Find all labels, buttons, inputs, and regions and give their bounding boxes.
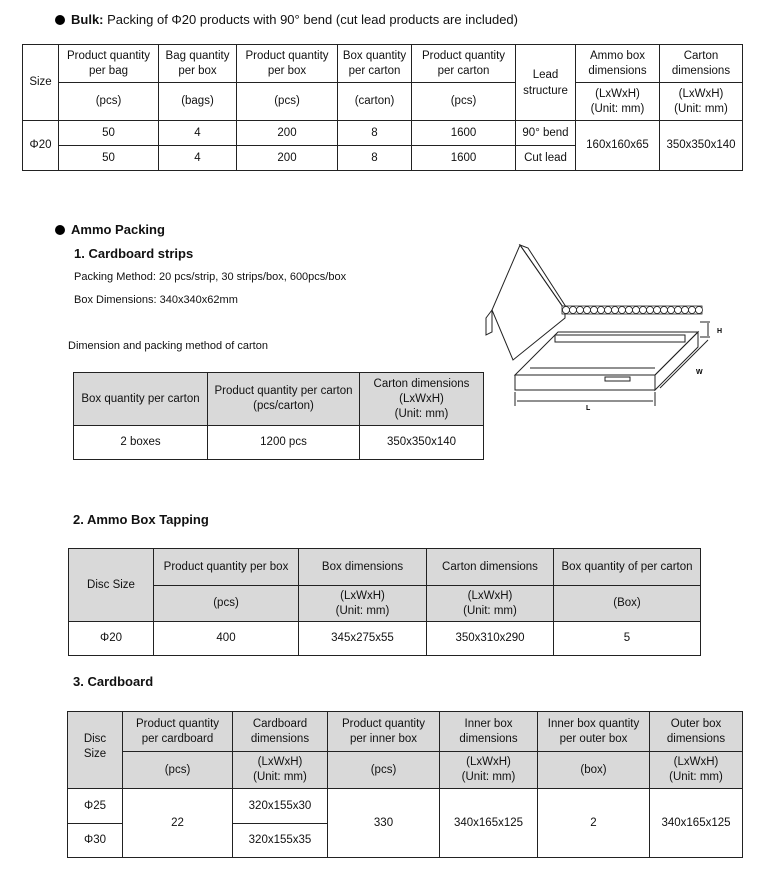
bulk-header-3 (338, 45, 412, 83)
bulk-carton-header-line2: dimensions (671, 64, 731, 77)
cardboard-header-5-line1: Outer box (670, 717, 722, 730)
dim-h-label: H (717, 328, 723, 335)
bulk-header-2 (237, 45, 338, 83)
bulk-unit-2: (pcs) (237, 83, 338, 121)
bulk-ammo-unit (576, 83, 660, 121)
bulk-carton-header-line1: Carton (683, 49, 719, 62)
tapping-cell: 350x310x290 (427, 622, 554, 656)
carton-header-1 (208, 373, 360, 426)
bulk-ammo-header (576, 45, 660, 83)
cardboard-header-1-line1: Cardboard (252, 717, 308, 730)
cardboard-unit-3-line2: (Unit: mm) (461, 771, 516, 783)
tapping-unit-1-line1: (LxWxH) (340, 589, 385, 602)
cardboard-header-4 (538, 712, 650, 752)
section1-title: 1. Cardboard strips (74, 246, 194, 261)
bulk-lead-header (516, 45, 576, 121)
bulk-ammo-header-line1: Ammo box (590, 49, 645, 62)
bulk-carton-header (660, 45, 743, 83)
cardboard-dims-cell: 320x155x35 (233, 824, 328, 858)
carton-value-1: 1200 pcs (208, 426, 360, 460)
bulk-cell: 200 (237, 121, 338, 146)
carton-value-0: 2 boxes (74, 426, 208, 460)
bullet-bulk (55, 15, 65, 25)
tapping-header-2: Carton dimensions (427, 549, 554, 586)
cardboard-header-4-line1: Inner box quantity (547, 717, 640, 730)
carton-header-2-line2: (LxWxH) (399, 392, 444, 405)
bulk-size-value: Φ20 (23, 121, 59, 171)
cardboard-table (67, 711, 743, 858)
cardboard-header-2-line2: per inner box (349, 732, 418, 745)
cardboard-header-3 (440, 712, 538, 752)
bulk-cell: 200 (237, 146, 338, 171)
cardboard-header-5-line2: dimensions (666, 732, 726, 745)
cardboard-unit-5-line2: (Unit: mm) (669, 771, 723, 783)
bulk-lead-cell: Cut lead (516, 146, 576, 171)
tapping-cell: 400 (154, 622, 299, 656)
bulk-ammo-header-line2: dimensions (588, 64, 647, 77)
ammo-box-diagram (480, 240, 730, 415)
bulk-carton-unit-line1: (LxWxH) (678, 87, 724, 100)
cardboard-unit-3-line1: (LxWxH) (466, 756, 511, 768)
tapping-unit-1 (299, 586, 427, 622)
bulk-unit-0: (pcs) (59, 83, 159, 121)
tapping-header-0: Product quantity per box (154, 549, 299, 586)
cardboard-disc-size-line1: Disc (83, 733, 107, 745)
bulk-unit-4: (pcs) (412, 83, 516, 121)
box-side-face (655, 332, 698, 390)
cardboard-disc-size-line2: Size (83, 748, 107, 760)
cardboard-dims-cell: 320x155x30 (233, 789, 328, 824)
cardboard-unit-0: (pcs) (123, 752, 233, 789)
cardboard-disc-size-header (68, 712, 123, 789)
cardboard-unit-3 (440, 752, 538, 789)
bulk-header-1 (159, 45, 237, 83)
bulk-heading-bold: Bulk: (71, 12, 104, 27)
tapping-cell: 345x275x55 (299, 622, 427, 656)
cardboard-size-cell: Φ30 (68, 824, 123, 858)
lead-strip-beads (562, 306, 703, 314)
cardboard-unit-4: (box) (538, 752, 650, 789)
box-dimensions: Box Dimensions: 340x340x62mm (74, 294, 238, 306)
table-row (74, 426, 484, 460)
section2-title: 2. Ammo Box Tapping (73, 512, 209, 527)
cardboard-header-2-line1: Product quantity (341, 717, 426, 730)
box-top-face (515, 332, 698, 375)
bulk-unit-1: (bags) (159, 83, 237, 121)
tapping-disc-size-header: Disc Size (69, 549, 154, 622)
tapping-cell: 5 (554, 622, 701, 656)
packing-method: Packing Method: 20 pcs/strip, 30 strips/box, 600pcs/box (74, 271, 347, 283)
cardboard-header-5 (650, 712, 743, 752)
box-flap (486, 310, 492, 335)
bulk-cell: 50 (59, 121, 159, 146)
table-row (23, 121, 743, 146)
section3-title: 3. Cardboard (73, 674, 154, 689)
cardboard-header-4-line2: per outer box (559, 732, 628, 745)
bulk-header-0 (59, 45, 159, 83)
ammo-heading: Ammo Packing (71, 222, 165, 237)
cardboard-header-0 (123, 712, 233, 752)
cardboard-unit-5 (650, 752, 743, 789)
tapping-header-3: Box quantity of per carton (554, 549, 701, 586)
cardboard-unit-1-line1: (LxWxH) (257, 756, 303, 768)
bulk-header-1-line2: per box (178, 64, 217, 77)
cardboard-header-3-line2: dimensions (459, 732, 518, 745)
bulk-header-0-line1: Product quantity (66, 49, 151, 62)
bulk-lead-cell: 90° bend (516, 121, 576, 146)
cardboard-header-2 (328, 712, 440, 752)
box-lid (492, 245, 565, 360)
box-front-face (515, 375, 655, 390)
tapping-cell: Φ20 (69, 622, 154, 656)
bulk-cell: 1600 (412, 146, 516, 171)
table-row (68, 789, 743, 824)
carton-value-2: 350x350x140 (360, 426, 484, 460)
table-row (69, 622, 701, 656)
carton-header-2-line3: (Unit: mm) (394, 407, 449, 420)
cardboard-qty-per-cardboard: 22 (123, 789, 233, 858)
cardboard-header-1-line2: dimensions (250, 732, 310, 745)
bulk-cell: 4 (159, 121, 237, 146)
carton-header-1-line1: Product quantity per carton (214, 385, 353, 397)
bulk-header-4-line1: Product quantity (421, 49, 506, 62)
carton-table (73, 372, 484, 460)
bulk-header-3-line2: per carton (348, 64, 401, 77)
bulk-ammo-unit-line1: (LxWxH) (595, 87, 640, 100)
bulk-lead-header-line1: Lead (532, 68, 559, 81)
bulk-cell: 8 (338, 146, 412, 171)
bulk-size-header: Size (23, 45, 59, 121)
dim-w-line (660, 340, 708, 388)
cardboard-inner-dims: 340x165x125 (440, 789, 538, 858)
bullet-ammo (55, 225, 65, 235)
bulk-header-0-line2: per bag (88, 64, 128, 77)
bulk-header-4-line2: per carton (437, 64, 490, 77)
bulk-header-2-line1: Product quantity (245, 49, 329, 62)
tapping-unit-0: (pcs) (154, 586, 299, 622)
bulk-header-1-line1: Bag quantity (165, 49, 230, 62)
tapping-unit-2-line2: (Unit: mm) (463, 604, 517, 617)
bulk-unit-3: (carton) (338, 83, 412, 121)
bulk-carton-unit (660, 83, 743, 121)
bulk-cell: 4 (159, 146, 237, 171)
cardboard-header-1 (233, 712, 328, 752)
bulk-header-4 (412, 45, 516, 83)
carton-header-2 (360, 373, 484, 426)
bulk-heading (71, 12, 518, 27)
bulk-carton-unit-line2: (Unit: mm) (674, 102, 728, 115)
cardboard-qty-per-inner: 330 (328, 789, 440, 858)
tapping-unit-2 (427, 586, 554, 622)
box-inner-tray (555, 335, 685, 342)
bulk-ammo-value: 160x160x65 (576, 121, 660, 171)
bulk-table (22, 44, 743, 171)
bulk-carton-value: 350x350x140 (660, 121, 743, 171)
carton-header-0: Box quantity per carton (74, 373, 208, 426)
bulk-lead-header-line2: structure (523, 84, 568, 97)
tapping-unit-2-line1: (LxWxH) (467, 589, 513, 602)
carton-caption: Dimension and packing method of carton (68, 340, 268, 352)
carton-header-2-line1: Carton dimensions (373, 377, 470, 390)
bulk-cell: 50 (59, 146, 159, 171)
dim-w-label: W (696, 369, 703, 376)
box-slot (605, 377, 630, 381)
cardboard-unit-5-line1: (LxWxH) (673, 756, 719, 768)
bulk-header-2-line2: per box (267, 64, 307, 77)
cardboard-unit-2: (pcs) (328, 752, 440, 789)
cardboard-unit-1 (233, 752, 328, 789)
carton-header-1-line2: (pcs/carton) (253, 400, 314, 412)
bulk-header-3-line1: Box quantity (342, 49, 407, 62)
cardboard-size-cell: Φ25 (68, 789, 123, 824)
cardboard-header-3-line1: Inner box (464, 717, 513, 730)
dim-l-label: L (586, 405, 591, 412)
bulk-heading-text: Packing of Φ20 products with 90° bend (cut lead products are included) (103, 12, 518, 27)
bulk-cell: 8 (338, 121, 412, 146)
bulk-cell: 1600 (412, 121, 516, 146)
tapping-table (68, 548, 701, 656)
bulk-ammo-unit-line2: (Unit: mm) (590, 102, 645, 115)
tapping-header-1: Box dimensions (299, 549, 427, 586)
tapping-unit-1-line2: (Unit: mm) (335, 604, 390, 617)
cardboard-header-0-line2: per cardboard (141, 732, 214, 745)
cardboard-outer-dims: 340x165x125 (650, 789, 743, 858)
box-lid-edge (520, 245, 568, 310)
tapping-unit-3: (Box) (554, 586, 701, 622)
cardboard-inner-per-outer: 2 (538, 789, 650, 858)
cardboard-unit-1-line2: (Unit: mm) (253, 771, 307, 783)
cardboard-header-0-line1: Product quantity (135, 717, 220, 730)
